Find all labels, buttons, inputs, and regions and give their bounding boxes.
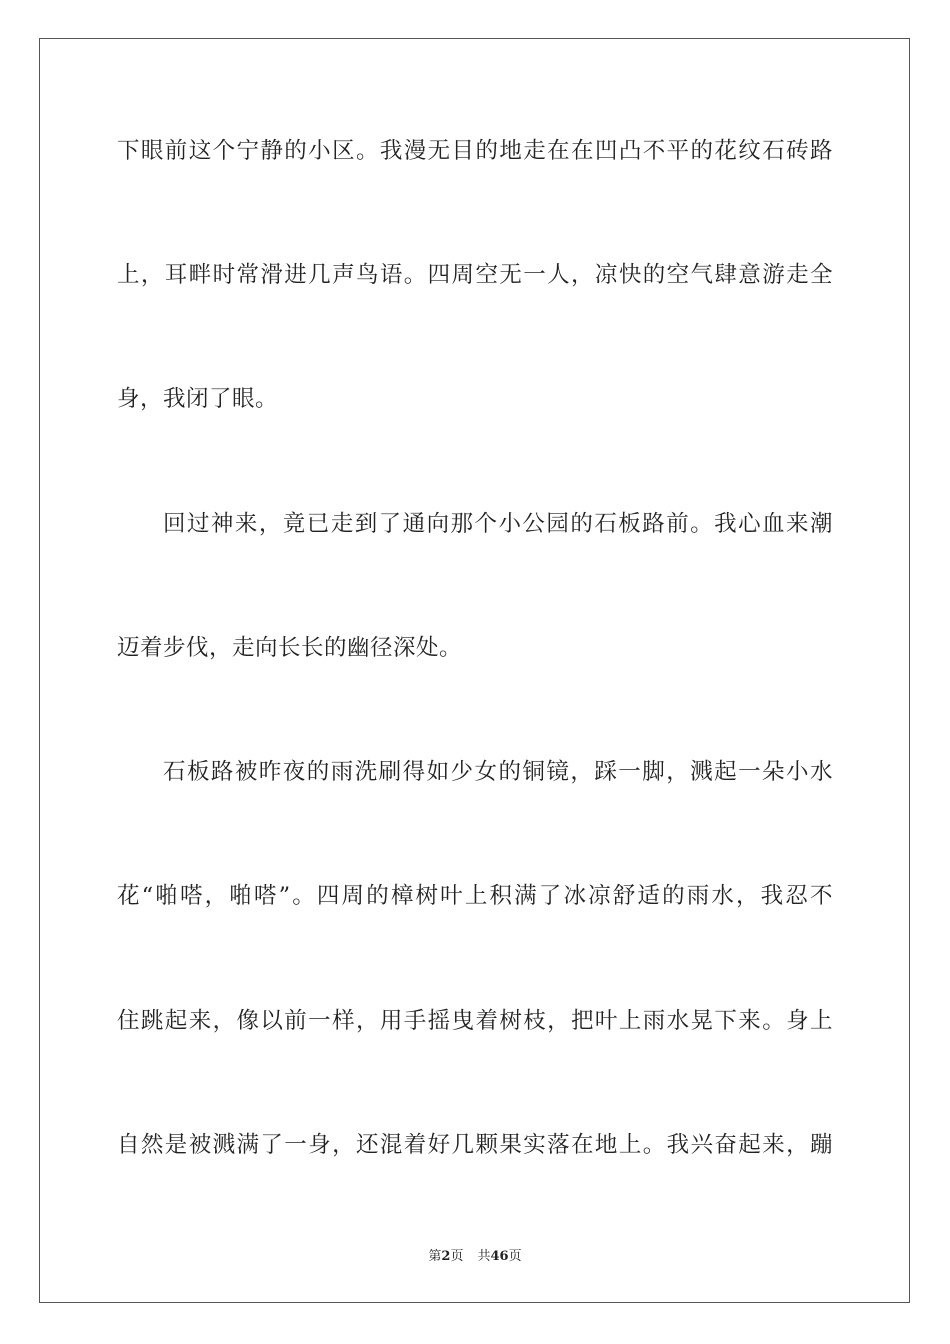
- page-footer: [0, 1248, 950, 1266]
- page-suffix: 页: [450, 1249, 464, 1264]
- text-line: 花“啪嗒，啪嗒”。四周的樟树叶上积满了冰凉舒适的雨水，我忍不: [117, 883, 833, 909]
- paragraph-start-line: 回过神来，竟已走到了通向那个小公园的石板路前。我心血来潮: [163, 511, 833, 537]
- total-pages: 46: [490, 1249, 509, 1264]
- text-line: 住跳起来，像以前一样，用手摇曳着树枝，把叶上雨水晃下来。身上: [117, 1008, 833, 1034]
- paragraph-start-line: 石板路被昨夜的雨洗刷得如少女的铜镜，踩一脚，溅起一朵小水: [163, 759, 833, 785]
- text-line: 自然是被溅满了一身，还混着好几颗果实落在地上。我兴奋起来，蹦: [117, 1132, 833, 1158]
- text-line: 迈着步伐，走向长长的幽径深处。: [117, 635, 463, 661]
- total-prefix: 共: [477, 1249, 491, 1264]
- text-line: 下眼前这个宁静的小区。我漫无目的地走在在凹凸不平的花纹石砖路: [117, 138, 833, 164]
- page-number: 2: [441, 1249, 451, 1264]
- text-line: 身，我闭了眼。: [117, 386, 279, 412]
- page-prefix: 第: [428, 1249, 442, 1264]
- text-line: 上，耳畔时常滑进几声鸟语。四周空无一人，凉快的空气肆意游走全: [117, 262, 833, 288]
- page-border: [39, 38, 910, 1303]
- total-suffix: 页: [508, 1249, 522, 1264]
